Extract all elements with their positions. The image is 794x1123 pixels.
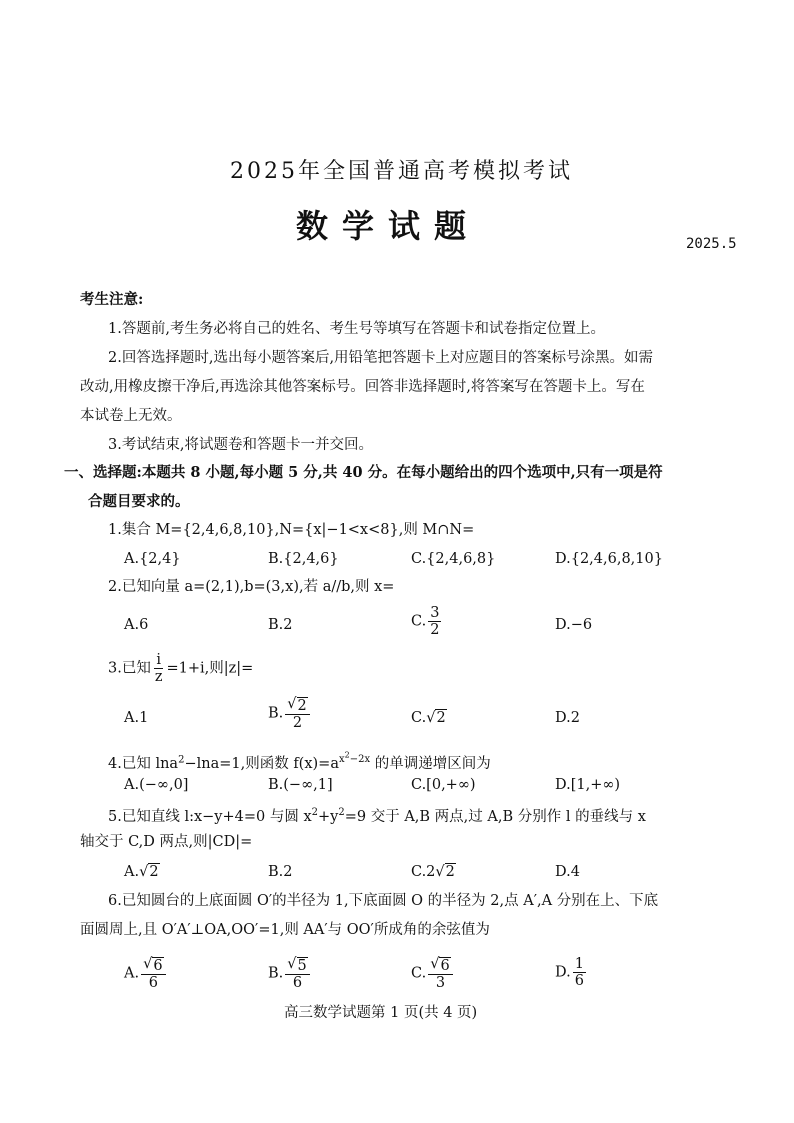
exponent: 2 bbox=[338, 807, 345, 818]
radicand: 2 bbox=[436, 710, 446, 726]
question-3-option-c-label: C. bbox=[411, 710, 427, 726]
notice-item-1: 1.答题前,考生务必将自己的姓名、考生号等填写在答题卡和试卷指定位置上。 bbox=[108, 321, 605, 337]
question-4-option-c: C.[0,+∞) bbox=[411, 777, 476, 793]
question-6-option-b bbox=[268, 956, 312, 991]
question-1-option-c: C.{2,4,6,8} bbox=[411, 551, 496, 567]
exam-title: 2025年全国普通高考模拟考试 bbox=[230, 159, 573, 184]
fraction-denominator: 2 bbox=[430, 622, 440, 638]
exponent: 2 bbox=[344, 751, 350, 760]
question-5-option-a bbox=[124, 862, 160, 882]
question-1-option-b: B.{2,4,6} bbox=[268, 551, 339, 567]
fraction-denominator: 6 bbox=[292, 975, 303, 991]
question-3-option-d: D.2 bbox=[555, 710, 580, 726]
notice-item-2-line-2: 改动,用橡皮擦干净后,再选涂其他答案标号。回答非选择题时,将答案写在答题卡上。写在 bbox=[80, 379, 645, 395]
section-1-instruction-line-1: 一、选择题:本题共 8 小题,每小题 5 分,共 40 分。在每小题给出的四个选项中,只有一项是符 bbox=[64, 464, 663, 481]
fraction bbox=[141, 956, 165, 991]
question-5-stem-part: =9 交于 A,B 两点,过 A,B 分别作 l 的垂线与 x bbox=[344, 808, 646, 825]
exponent: 2 bbox=[311, 807, 319, 818]
question-2-option-a: A.6 bbox=[124, 617, 149, 633]
fraction bbox=[573, 956, 586, 989]
radicand: 2 bbox=[445, 864, 455, 880]
sqrt: √ 6 bbox=[143, 956, 163, 974]
sqrt: √ 5 bbox=[287, 956, 307, 974]
question-5-option-b: B.2 bbox=[268, 864, 293, 880]
question-6-option-d-label: D. bbox=[555, 964, 571, 981]
notice-item-2-line-1: 2.回答选择题时,选出每小题答案后,用铅笔把答题卡上对应题目的答案标号涂黑。如需 bbox=[108, 350, 654, 366]
question-4-stem-part: 的单调递增区间为 bbox=[370, 756, 491, 773]
sqrt: √ 2 bbox=[287, 696, 307, 714]
question-4-stem-part: 4.已知 lna bbox=[108, 756, 179, 773]
sqrt: √ 2 bbox=[139, 864, 159, 880]
question-4-stem bbox=[108, 746, 491, 774]
question-6-option-c bbox=[411, 956, 455, 991]
question-1-option-a: A.{2,4} bbox=[124, 551, 181, 567]
radicand: 2 bbox=[149, 864, 159, 880]
question-6-stem-line-2: 面圆周上,且 O′A′⊥OA,OO′=1,则 AA′与 OO′所成角的余弦值为 bbox=[80, 922, 490, 938]
notice-item-3: 3.考试结束,将试题卷和答题卡一并交回。 bbox=[108, 437, 373, 453]
fraction bbox=[285, 956, 309, 991]
question-5-stem-line-2: 轴交于 C,D 两点,则|CD|= bbox=[80, 834, 253, 850]
fraction bbox=[428, 956, 452, 991]
fraction-denominator: 6 bbox=[148, 975, 158, 991]
sqrt: √ 2 bbox=[435, 864, 455, 880]
question-4-option-a: A.(−∞,0] bbox=[124, 777, 189, 793]
radicand: 6 bbox=[440, 958, 450, 974]
question-2-option-c bbox=[411, 605, 443, 638]
question-2-option-b: B.2 bbox=[268, 617, 293, 633]
question-3-option-b-label: B. bbox=[268, 705, 284, 722]
fraction-denominator: 2 bbox=[292, 715, 303, 731]
question-3-stem-suffix: =1+i,则|z|= bbox=[166, 660, 254, 677]
question-3-option-a: A.1 bbox=[124, 710, 149, 726]
exponent bbox=[338, 751, 371, 766]
exponent-base: x bbox=[338, 754, 345, 766]
question-6-option-c-label: C. bbox=[411, 965, 427, 982]
question-5-stem-part: 5.已知直线 l:x−y+4=0 与圆 x bbox=[108, 808, 312, 825]
notice-heading: 考生注意: bbox=[80, 291, 144, 308]
question-5-stem-part: +y bbox=[318, 808, 339, 825]
sqrt: √ 2 bbox=[426, 710, 446, 726]
question-1-option-d: D.{2,4,6,8,10} bbox=[555, 551, 663, 567]
question-5-stem-line-1 bbox=[108, 803, 646, 827]
question-3-stem-prefix: 3.已知 bbox=[108, 660, 151, 677]
fraction-denominator: z bbox=[154, 669, 163, 685]
fraction-numerator bbox=[141, 956, 165, 975]
question-2-option-c-label: C. bbox=[411, 613, 427, 630]
question-5-option-d: D.4 bbox=[555, 864, 580, 880]
question-1-stem: 1.集合 M={2,4,6,8,10},N={x|−1<x<8},则 M∩N= bbox=[108, 522, 475, 538]
radicand: 2 bbox=[297, 698, 307, 714]
question-4-option-d: D.[1,+∞) bbox=[555, 777, 621, 793]
fraction-numerator: 3 bbox=[430, 605, 440, 621]
fraction-numerator bbox=[285, 956, 309, 975]
fraction-numerator: 1 bbox=[574, 956, 584, 972]
fraction-numerator bbox=[285, 696, 309, 715]
fraction-numerator bbox=[428, 956, 452, 975]
fraction bbox=[153, 652, 165, 685]
section-1-instruction-line-2: 合题目要求的。 bbox=[88, 493, 190, 510]
question-3-option-c bbox=[411, 708, 447, 728]
question-6-option-b-label: B. bbox=[268, 965, 284, 982]
radicand: 5 bbox=[297, 958, 307, 974]
question-3-stem bbox=[108, 652, 253, 685]
exam-date: 2025.5 bbox=[686, 236, 737, 252]
question-4-option-b: B.(−∞,1] bbox=[268, 777, 333, 793]
fraction bbox=[285, 696, 309, 731]
question-6-option-d bbox=[555, 956, 588, 989]
question-2-option-d: D.−6 bbox=[555, 617, 593, 633]
question-5-option-a-label: A. bbox=[124, 864, 140, 880]
radicand: 6 bbox=[153, 958, 163, 974]
question-6-option-a bbox=[124, 956, 168, 991]
fraction-denominator: 6 bbox=[574, 973, 584, 989]
fraction-denominator: 3 bbox=[435, 975, 446, 991]
exponent: 2 bbox=[178, 754, 185, 766]
question-4-stem-part: −lna=1,则函数 f(x)=a bbox=[184, 756, 339, 773]
question-2-stem: 2.已知向量 a=(2,1),b=(3,x),若 a//b,则 x= bbox=[108, 579, 395, 595]
sqrt: √ 6 bbox=[430, 956, 450, 974]
notice-item-2-line-3: 本试卷上无效。 bbox=[80, 408, 182, 424]
question-5-option-c-label: C.2 bbox=[411, 864, 436, 880]
question-6-option-a-label: A. bbox=[124, 965, 140, 982]
question-6-stem-line-1: 6.已知圆台的上底面圆 O′的半径为 1,下底面圆 O 的半径为 2,点 A′,A 分别在上、下底 bbox=[108, 893, 659, 909]
question-5-option-c bbox=[411, 862, 456, 882]
page-footer: 高三数学试题第 1 页(共 4 页) bbox=[284, 1005, 478, 1021]
fraction bbox=[428, 605, 441, 638]
exponent-rest: −2x bbox=[349, 754, 371, 766]
fraction-numerator: i bbox=[156, 652, 161, 668]
subject-title: 数学试题 bbox=[296, 207, 481, 245]
question-3-option-b bbox=[268, 696, 312, 731]
